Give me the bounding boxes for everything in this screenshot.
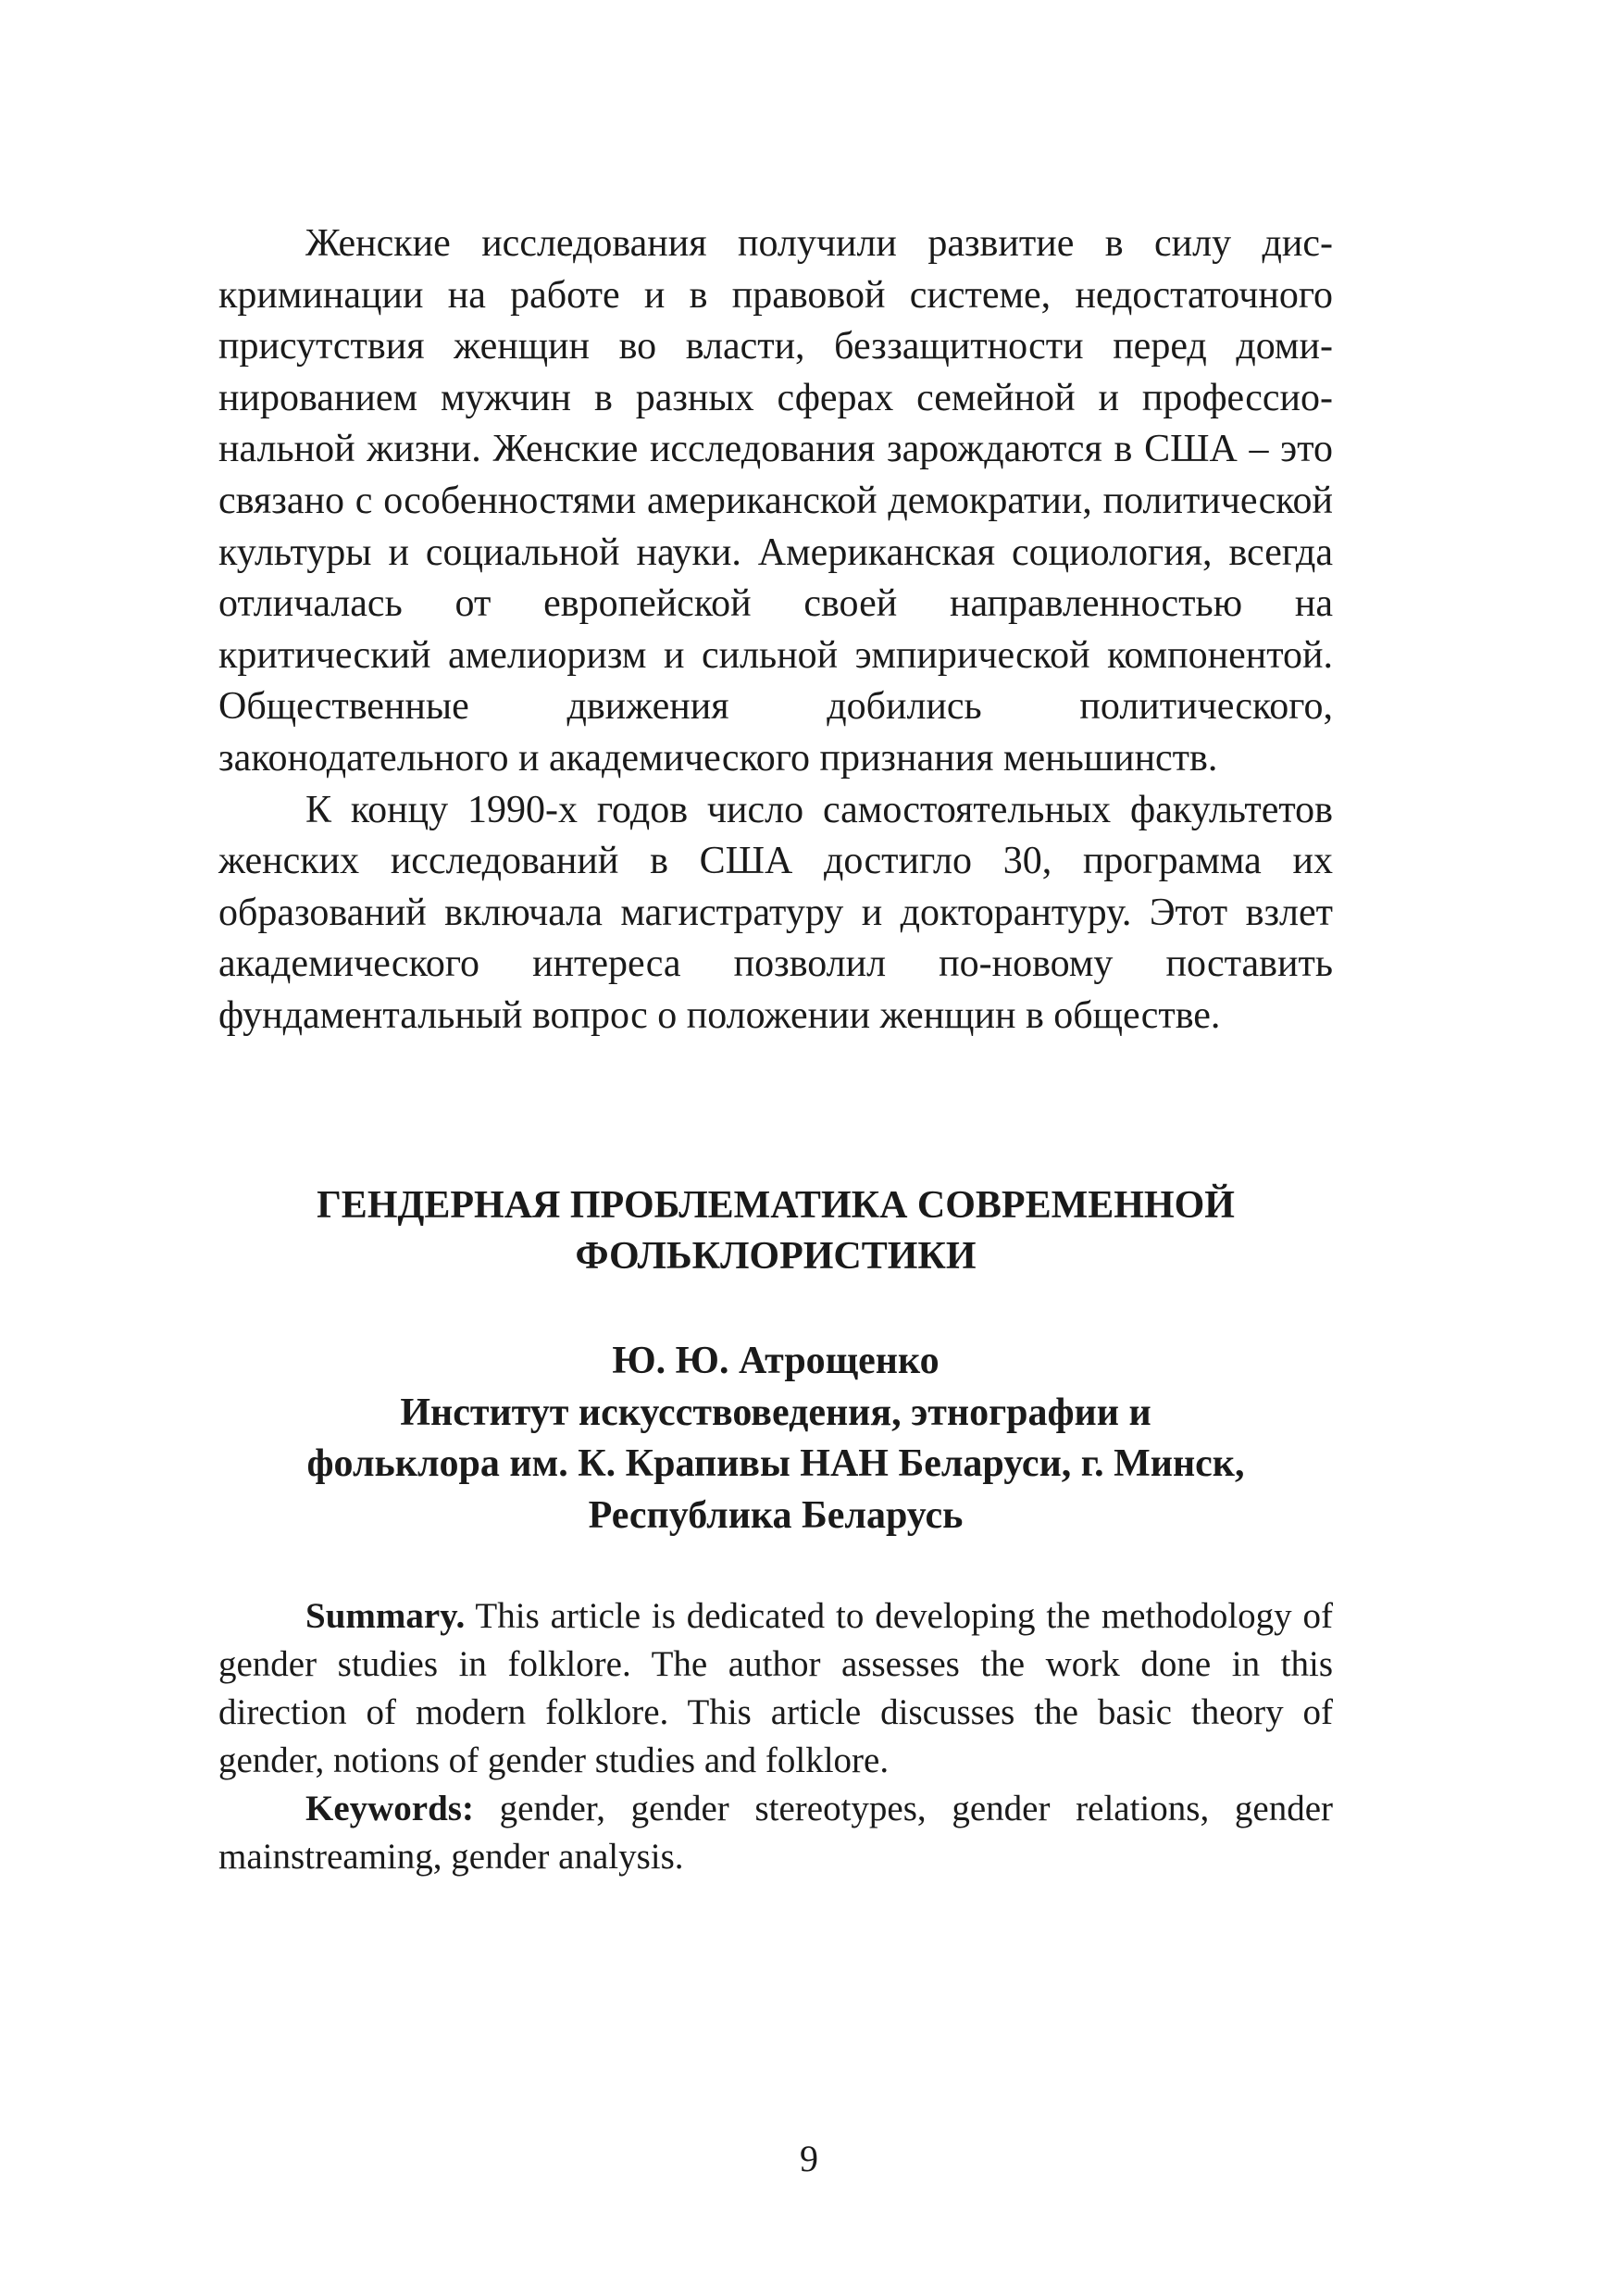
keywords-label: Keywords:: [305, 1789, 474, 1828]
author-name: Ю. Ю. Атрощенко: [612, 1340, 940, 1382]
page-number: 9: [800, 2138, 818, 2179]
article-title-line-1: ГЕНДЕРНАЯ ПРОБЛЕМАТИКА СОВРЕМЕННОЙ: [317, 1184, 1235, 1227]
keywords-text: gender, gender stereotypes, gender relations, gender mainstreaming, gender analysis.: [218, 1789, 1333, 1877]
article-title-line-2: ФОЛЬКЛОРИСТИКИ: [575, 1235, 977, 1278]
keywords-paragraph: [218, 1785, 1333, 1881]
summary-paragraph: [218, 1592, 1333, 1785]
affiliation-line-1: Институт искусствоведения, этнографии и: [400, 1391, 1151, 1434]
summary-label: Summary.: [305, 1596, 466, 1636]
summary-block: [218, 1592, 1333, 1881]
body-paragraph-1: Женские исследования получили развитие в силу дискриминации на работе и в правовой системе, недостаточного присутствия женщин во власти, беззащитности перед доминированием мужчин в разных сферах семейной и профессиональной жизни. Женские исследования зарождаются в США – это связано с особенностями американской демократии, политической культуры и социальной науки. Американская социология, всегда отличалась от европейской своей направленностью на критический амелиоризм и сильной эмпирической компонентой. Общественные движения добились политического, законодательного и академического признания меньшинств.: [218, 222, 1333, 780]
affiliation-line-2: фольклора им. К. Крапивы НАН Беларуси, г. Минск,: [306, 1442, 1245, 1485]
summary-text: This article is dedicated to developing the methodology of gender studies in folklore. The author assesses the work done in this direction of modern folklore. This article discusses the basic theory of gender, notions of gender studies and folklore.: [218, 1596, 1333, 1780]
author-block: [218, 1336, 1333, 1541]
article-title: [218, 1180, 1333, 1282]
body-paragraph-2: К концу 1990-х годов число самостоятельных факультетов женских исследований в США достигло 30, программа их образований включала магистратуру и докторантуру. Этот взлет академического интереса позволил по-новому поставить фундаментальный вопрос о положении женщин в обществе.: [218, 788, 1333, 1037]
affiliation-line-3: Республика Беларусь: [588, 1493, 964, 1537]
body-text: [218, 218, 1333, 1042]
